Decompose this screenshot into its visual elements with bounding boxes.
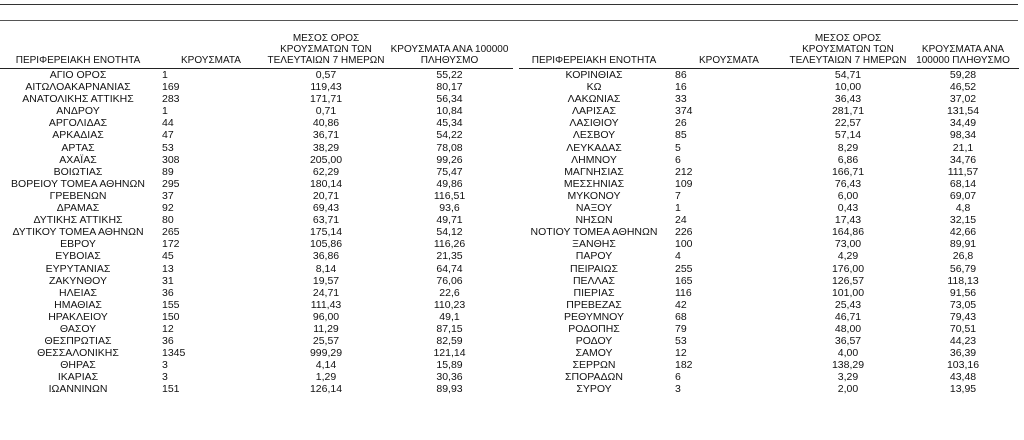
avg7-cell: 164,86 <box>831 226 865 239</box>
per100k-cell: 30,36 <box>436 371 463 384</box>
left-table-container <box>0 28 513 396</box>
region-cell: ΛΑΣΙΘΙΟΥ <box>569 117 619 130</box>
per100k-cell: 44,23 <box>949 335 977 348</box>
region-cell: ΑΡΚΑΔΙΑΣ <box>52 129 104 142</box>
avg7-cell: 36,86 <box>312 250 340 263</box>
per100k-cell: 79,43 <box>949 310 977 323</box>
table-row <box>0 263 513 275</box>
per100k-cell: 91,56 <box>949 286 977 299</box>
cases-cell: 1345 <box>162 347 186 360</box>
table-row <box>519 105 1019 117</box>
table-row <box>519 323 1019 335</box>
avg7-cell: 281,71 <box>831 105 865 118</box>
avg7-cell: 119,43 <box>310 81 342 94</box>
per100k-cell: 89,91 <box>949 238 977 251</box>
avg7-cell: 0,43 <box>837 202 859 215</box>
region-cell: ΝΟΤΙΟΥ ΤΟΜΕΑ ΑΘΗΝΩΝ <box>530 226 658 239</box>
right-header-row <box>519 28 1019 69</box>
header-cases: ΚΡΟΥΣΜΑΤΑ <box>669 28 789 69</box>
avg7-cell: 6,00 <box>837 189 859 202</box>
table-row <box>519 154 1019 166</box>
avg7-cell: 54,71 <box>834 69 862 81</box>
region-cell: ΣΥΡΟΥ <box>576 383 612 396</box>
avg7-cell: 205,00 <box>309 153 343 166</box>
region-cell: ΔΥΤΙΚΗΣ ΑΤΤΙΚΗΣ <box>33 214 123 227</box>
table-row <box>519 335 1019 347</box>
per100k-cell: 110,23 <box>433 298 466 311</box>
region-cell: ΘΕΣΠΡΩΤΙΑΣ <box>44 335 112 348</box>
cases-cell: 68 <box>675 310 687 323</box>
table-row <box>0 190 513 202</box>
avg7-cell: 24,71 <box>312 286 340 299</box>
per100k-cell: 56,79 <box>949 262 977 275</box>
cases-cell: 36 <box>162 335 174 348</box>
per100k-cell: 111,57 <box>947 165 979 178</box>
cases-cell: 265 <box>162 226 180 239</box>
region-cell: ΛΕΣΒΟΥ <box>572 129 616 142</box>
left-cases-table <box>0 28 513 396</box>
cases-cell: 3 <box>162 371 168 384</box>
avg7-cell: 126,57 <box>831 274 865 287</box>
per100k-cell: 42,66 <box>949 226 977 239</box>
region-cell: ΙΩΑΝΝΙΝΩΝ <box>48 383 108 396</box>
cases-cell: 37 <box>162 189 174 202</box>
region-cell: ΡΕΘΥΜΝΟΥ <box>563 310 624 323</box>
avg7-cell: 8,29 <box>837 141 859 154</box>
region-cell: ΣΑΜΟΥ <box>575 347 613 360</box>
region-cell: ΘΑΣΟΥ <box>59 322 97 335</box>
region-cell: ΣΠΟΡΑΔΩΝ <box>565 371 623 384</box>
header-region: ΠΕΡΙΦΕΡΕΙΑΚΗ ΕΝΟΤΗΤΑ <box>519 28 669 69</box>
top-rule <box>0 4 1018 5</box>
cases-cell: 42 <box>675 298 687 311</box>
region-cell: ΗΛΕΙΑΣ <box>58 286 97 299</box>
avg7-cell: 180,14 <box>309 177 343 190</box>
cases-cell: 1 <box>162 69 168 81</box>
avg7-cell: 22,57 <box>834 117 862 130</box>
avg7-cell: 17,43 <box>834 214 862 227</box>
cases-cell: 169 <box>162 81 180 94</box>
table-row <box>0 383 513 395</box>
cases-cell: 374 <box>675 105 693 118</box>
per100k-cell: 80,17 <box>436 81 463 94</box>
avg7-cell: 0,71 <box>315 105 337 118</box>
avg7-cell: 96,00 <box>312 310 340 323</box>
cases-cell: 44 <box>162 117 174 130</box>
region-cell: ΜΕΣΣΗΝΙΑΣ <box>563 177 625 190</box>
avg7-cell: 8,14 <box>315 262 337 275</box>
header-avg7: ΜΕΣΟΣ ΟΡΟΣ ΚΡΟΥΣΜΑΤΩΝ ΤΩΝ ΤΕΛΕΥΤΑΙΩΝ 7 ΗΜΕΡΩΝ <box>266 28 386 69</box>
region-cell: ΚΟΡΙΝΘΙΑΣ <box>565 69 623 81</box>
per100k-cell: 21,1 <box>952 141 974 154</box>
region-cell: ΕΥΒΟΙΑΣ <box>55 250 101 263</box>
cases-cell: 116 <box>675 286 692 299</box>
region-cell: ΗΜΑΘΙΑΣ <box>54 298 102 311</box>
region-cell: ΠΕΙΡΑΙΩΣ <box>570 262 618 275</box>
table-row <box>519 117 1019 129</box>
avg7-cell: 36,71 <box>312 129 340 142</box>
table-row <box>519 81 1019 93</box>
avg7-cell: 1,29 <box>315 371 337 384</box>
avg7-cell: 2,00 <box>837 383 859 396</box>
region-cell: ΑΝΔΡΟΥ <box>56 105 100 118</box>
avg7-cell: 63,71 <box>312 214 340 227</box>
cases-cell: 1 <box>675 202 681 215</box>
table-row <box>519 178 1019 190</box>
cases-cell: 6 <box>675 153 681 166</box>
cases-cell: 7 <box>675 189 681 202</box>
per100k-cell: 103,16 <box>946 359 980 372</box>
per100k-cell: 22,6 <box>439 286 460 299</box>
region-cell: ΜΑΓΝΗΣΙΑΣ <box>564 165 624 178</box>
cases-cell: 53 <box>675 335 687 348</box>
cases-cell: 155 <box>162 298 180 311</box>
table-row <box>0 299 513 311</box>
right-table-container <box>519 28 1019 396</box>
cases-cell: 283 <box>162 93 180 106</box>
region-cell: ΠΑΡΟΥ <box>575 250 613 263</box>
region-cell: ΔΥΤΙΚΟΥ ΤΟΜΕΑ ΑΘΗΝΩΝ <box>12 226 144 239</box>
header-per100k: ΚΡΟΥΣΜΑΤΑ ΑΝΑ 100000 ΠΛΗΘΥΣΜΟ <box>907 28 1019 69</box>
cases-cell: 24 <box>675 214 687 227</box>
region-cell: ΑΙΤΩΛΟΑΚΑΡΝΑΝΙΑΣ <box>25 81 131 94</box>
table-row <box>519 287 1019 299</box>
table-row <box>519 214 1019 226</box>
cases-cell: 89 <box>162 165 174 178</box>
table-row <box>519 129 1019 141</box>
cases-cell: 5 <box>675 141 681 154</box>
per100k-cell: 43,48 <box>949 371 977 384</box>
table-row <box>519 299 1019 311</box>
cases-cell: 13 <box>162 262 174 275</box>
avg7-cell: 48,00 <box>834 322 862 335</box>
per100k-cell: 26,8 <box>952 250 974 263</box>
cases-cell: 1 <box>162 105 168 118</box>
per100k-cell: 89,93 <box>436 383 463 396</box>
region-cell: ΙΚΑΡΙΑΣ <box>57 371 99 384</box>
region-cell: ΞΑΝΘΗΣ <box>572 238 616 251</box>
header-avg7: ΜΕΣΟΣ ΟΡΟΣ ΚΡΟΥΣΜΑΤΩΝ ΤΩΝ ΤΕΛΕΥΤΑΙΩΝ 7 ΗΜΕΡΩΝ <box>789 28 907 69</box>
avg7-cell: 4,14 <box>315 359 337 372</box>
table-row <box>0 154 513 166</box>
per100k-cell: 49,1 <box>439 310 460 323</box>
per100k-cell: 99,26 <box>436 153 463 166</box>
region-cell: ΛΗΜΝΟΥ <box>571 153 617 166</box>
cases-cell: 172 <box>162 238 180 251</box>
left-header-row <box>0 28 513 69</box>
region-cell: ΠΡΕΒΕΖΑΣ <box>566 298 622 311</box>
per100k-cell: 116,26 <box>433 238 466 251</box>
per100k-cell: 10,84 <box>436 105 463 118</box>
per100k-cell: 21,35 <box>436 250 463 263</box>
header-region: ΠΕΡΙΦΕΡΕΙΑΚΗ ΕΝΟΤΗΤΑ <box>0 28 156 69</box>
cases-cell: 47 <box>162 129 174 142</box>
per100k-cell: 78,08 <box>436 141 463 154</box>
cases-cell: 80 <box>162 214 174 227</box>
avg7-cell: 171,71 <box>309 93 343 106</box>
per100k-cell: 36,39 <box>949 347 977 360</box>
avg7-cell: 25,43 <box>834 298 862 311</box>
per100k-cell: 59,28 <box>949 69 977 81</box>
region-cell: ΡΟΔΟΠΗΣ <box>568 322 620 335</box>
right-cases-table <box>519 28 1019 396</box>
table-row <box>0 117 513 129</box>
cases-cell: 109 <box>675 177 693 190</box>
cases-cell: 36 <box>162 286 174 299</box>
per100k-cell: 13,95 <box>949 383 977 396</box>
table-row <box>0 214 513 226</box>
per100k-cell: 15,89 <box>436 359 463 372</box>
region-cell: ΔΡΑΜΑΣ <box>56 202 100 215</box>
cases-cell: 45 <box>162 250 174 263</box>
region-cell: ΑΝΑΤΟΛΙΚΗΣ ΑΤΤΙΚΗΣ <box>22 93 134 106</box>
header-rule <box>0 20 1018 21</box>
table-row <box>519 347 1019 359</box>
region-cell: ΛΕΥΚΑΔΑΣ <box>566 141 622 154</box>
table-row <box>519 202 1019 214</box>
avg7-cell: 11,29 <box>313 322 339 335</box>
avg7-cell: 36,57 <box>834 335 862 348</box>
avg7-cell: 999,29 <box>309 347 343 360</box>
avg7-cell: 46,71 <box>834 310 862 323</box>
table-row <box>0 81 513 93</box>
region-cell: ΠΕΛΛΑΣ <box>572 274 616 287</box>
per100k-cell: 64,74 <box>436 262 463 275</box>
per100k-cell: 118,13 <box>947 274 979 287</box>
avg7-cell: 20,71 <box>312 189 340 202</box>
cases-cell: 12 <box>675 347 687 360</box>
cases-cell: 31 <box>162 274 174 287</box>
region-cell: ΚΩ <box>586 81 602 94</box>
cases-cell: 53 <box>162 141 174 154</box>
avg7-cell: 126,14 <box>309 383 343 396</box>
region-cell: ΕΥΡΥΤΑΝΙΑΣ <box>45 262 111 275</box>
per100k-cell: 54,12 <box>436 226 463 239</box>
per100k-cell: 68,14 <box>949 177 977 190</box>
region-cell: ΑΧΑΪΑΣ <box>59 153 97 166</box>
cases-cell: 212 <box>675 165 693 178</box>
per100k-cell: 37,02 <box>949 93 977 106</box>
per100k-cell: 4,8 <box>955 202 971 215</box>
table-row <box>0 250 513 262</box>
avg7-cell: 10,00 <box>834 81 862 94</box>
per100k-cell: 116,51 <box>433 189 466 202</box>
table-row <box>519 250 1019 262</box>
cases-cell: 92 <box>162 202 174 215</box>
avg7-cell: 175,14 <box>309 226 343 239</box>
per100k-cell: 34,76 <box>949 153 977 166</box>
cases-cell: 33 <box>675 93 687 106</box>
per100k-cell: 69,07 <box>949 189 977 202</box>
table-row <box>0 238 513 250</box>
cases-cell: 12 <box>162 322 174 335</box>
table-row <box>519 69 1019 82</box>
per100k-cell: 54,22 <box>436 129 463 142</box>
avg7-cell: 166,71 <box>831 165 865 178</box>
cases-cell: 295 <box>162 177 180 190</box>
region-cell: ΣΕΡΡΩΝ <box>572 359 616 372</box>
cases-cell: 79 <box>675 322 687 335</box>
cases-cell: 150 <box>162 310 180 323</box>
table-row <box>0 105 513 117</box>
table-row <box>519 275 1019 287</box>
table-row <box>0 178 513 190</box>
table-row <box>519 93 1019 105</box>
per100k-cell: 49,71 <box>436 214 463 227</box>
avg7-cell: 62,29 <box>312 165 340 178</box>
avg7-cell: 69,43 <box>312 202 340 215</box>
region-cell: ΗΡΑΚΛΕΙΟΥ <box>48 310 108 323</box>
region-cell: ΓΡΕΒΕΝΩΝ <box>49 189 107 202</box>
table-row <box>0 69 513 82</box>
per100k-cell: 75,47 <box>436 165 463 178</box>
region-cell: ΒΟΙΩΤΙΑΣ <box>53 165 103 178</box>
per100k-cell: 76,06 <box>436 274 463 287</box>
per100k-cell: 87,15 <box>436 322 463 335</box>
table-row <box>519 238 1019 250</box>
table-row <box>0 311 513 323</box>
table-row <box>0 129 513 141</box>
per100k-cell: 131,54 <box>946 105 980 118</box>
cases-cell: 151 <box>162 383 180 396</box>
region-cell: ΘΕΣΣΑΛΟΝΙΚΗΣ <box>37 347 119 360</box>
per100k-cell: 82,59 <box>436 335 463 348</box>
avg7-cell: 111,43 <box>310 298 342 311</box>
cases-cell: 3 <box>162 359 168 372</box>
avg7-cell: 73,00 <box>834 238 862 251</box>
table-row <box>519 142 1019 154</box>
region-cell: ΑΡΓΟΛΙΔΑΣ <box>48 117 108 130</box>
table-row <box>0 166 513 178</box>
cases-cell: 308 <box>162 153 180 166</box>
cases-cell: 3 <box>675 383 681 396</box>
region-cell: ΛΑΚΩΝΙΑΣ <box>567 93 621 106</box>
avg7-cell: 105,86 <box>309 238 343 251</box>
per100k-cell: 98,34 <box>949 129 977 142</box>
cases-cell: 85 <box>675 129 687 142</box>
region-cell: ΛΑΡΙΣΑΣ <box>572 105 616 118</box>
cases-cell: 16 <box>675 81 687 94</box>
table-row <box>0 323 513 335</box>
region-cell: ΠΙΕΡΙΑΣ <box>573 286 615 299</box>
region-cell: ΒΟΡΕΙΟΥ ΤΟΜΕΑ ΑΘΗΝΩΝ <box>11 177 145 190</box>
cases-cell: 182 <box>675 359 693 372</box>
table-row <box>0 226 513 238</box>
per100k-cell: 46,52 <box>949 81 977 94</box>
region-cell: ΑΓΙΟ ΟΡΟΣ <box>49 69 107 81</box>
cases-cell: 100 <box>675 238 693 251</box>
per100k-cell: 49,86 <box>436 177 463 190</box>
cases-cell: 255 <box>675 262 693 275</box>
avg7-cell: 57,14 <box>834 129 862 142</box>
header-per100k: ΚΡΟΥΣΜΑΤΑ ΑΝΑ 100000 ΠΛΗΘΥΣΜΟ <box>386 28 513 69</box>
avg7-cell: 4,00 <box>837 347 859 360</box>
per100k-cell: 55,22 <box>436 69 463 81</box>
cases-cell: 26 <box>675 117 687 130</box>
per100k-cell: 93,6 <box>439 202 460 215</box>
avg7-cell: 3,29 <box>837 371 859 384</box>
table-row <box>519 166 1019 178</box>
cases-cell: 6 <box>675 371 681 384</box>
per100k-cell: 32,15 <box>949 214 977 227</box>
region-cell: ΕΒΡΟΥ <box>60 238 96 251</box>
region-cell: ΜΥΚΟΝΟΥ <box>567 189 621 202</box>
table-row <box>0 93 513 105</box>
table-row <box>519 311 1019 323</box>
table-row <box>0 359 513 371</box>
avg7-cell: 40,86 <box>312 117 340 130</box>
table-row <box>0 202 513 214</box>
table-row <box>0 335 513 347</box>
per100k-cell: 34,49 <box>949 117 977 130</box>
per100k-cell: 56,34 <box>436 93 463 106</box>
cases-cell: 86 <box>675 69 687 81</box>
avg7-cell: 138,29 <box>831 359 865 372</box>
avg7-cell: 25,57 <box>312 335 340 348</box>
table-row <box>519 359 1019 371</box>
cases-cell: 165 <box>675 274 693 287</box>
region-cell: ΘΗΡΑΣ <box>60 359 96 372</box>
region-cell: ΝΑΞΟΥ <box>575 202 613 215</box>
table-row <box>0 142 513 154</box>
region-cell: ΡΟΔΟΥ <box>575 335 613 348</box>
cases-cell: 4 <box>675 250 681 263</box>
avg7-cell: 0,57 <box>315 69 337 81</box>
region-cell: ΑΡΤΑΣ <box>61 141 95 154</box>
avg7-cell: 36,43 <box>834 93 862 106</box>
avg7-cell: 176,00 <box>831 262 865 275</box>
avg7-cell: 4,29 <box>837 250 859 263</box>
avg7-cell: 76,43 <box>834 177 862 190</box>
table-row <box>519 226 1019 238</box>
avg7-cell: 19,57 <box>312 274 340 287</box>
table-row <box>519 263 1019 275</box>
table-row <box>519 190 1019 202</box>
avg7-cell: 6,86 <box>837 153 859 166</box>
per100k-cell: 73,05 <box>949 298 977 311</box>
table-row <box>0 347 513 359</box>
avg7-cell: 101,00 <box>831 286 865 299</box>
per100k-cell: 121,14 <box>433 347 466 360</box>
table-row <box>519 371 1019 383</box>
table-row <box>0 371 513 383</box>
region-cell: ΖΑΚΥΝΘΟΥ <box>48 274 107 287</box>
table-row <box>0 287 513 299</box>
region-cell: ΝΗΣΩΝ <box>575 214 613 227</box>
cases-cell: 226 <box>675 226 693 239</box>
table-row <box>0 275 513 287</box>
avg7-cell: 38,29 <box>312 141 340 154</box>
table-row <box>519 383 1019 395</box>
per100k-cell: 45,34 <box>436 117 463 130</box>
per100k-cell: 70,51 <box>949 322 977 335</box>
header-cases: ΚΡΟΥΣΜΑΤΑ <box>156 28 266 69</box>
